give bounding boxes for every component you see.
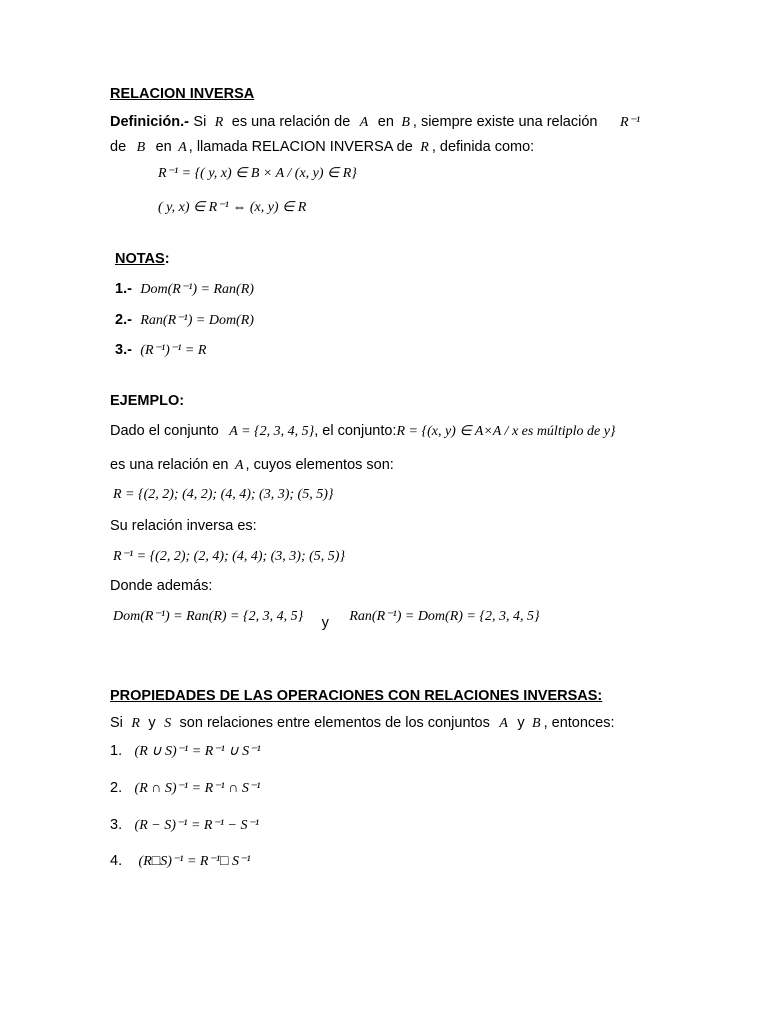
var-b: B (401, 115, 410, 130)
var-r-inverse: R⁻¹ (619, 115, 641, 130)
page-title: RELACION INVERSA (110, 86, 255, 102)
inverse-intro: Su relación inversa es: (110, 518, 257, 534)
notes-heading-colon: : (164, 251, 170, 267)
var-a: A (178, 140, 187, 155)
text: son relaciones entre elementos de los conjuntos (179, 715, 490, 731)
text: Si (110, 715, 123, 731)
definition-label: Definición.- (110, 114, 189, 130)
property-number: 1. (110, 743, 123, 759)
definition-line-2 (110, 138, 534, 156)
property-formula: (R□S)⁻¹ = R⁻¹□ S⁻¹ (138, 854, 251, 869)
properties-heading: PROPIEDADES DE LAS OPERACIONES CON RELACIONES INVERSAS: (110, 688, 603, 704)
text: Dado el conjunto (110, 423, 219, 439)
text: en (377, 114, 394, 130)
var-b: B (136, 140, 146, 155)
var-a: A (234, 458, 244, 473)
conjunction: y (321, 615, 329, 631)
property-1 (110, 742, 261, 760)
var-s: S (164, 716, 172, 731)
text: es una relación en (110, 457, 229, 473)
set-r-definition: R = {(x, y) ∈ A×A / x es múltiplo de y} (396, 424, 616, 439)
text: de (110, 139, 127, 155)
text: , siempre existe una relación (412, 114, 598, 130)
set-a: A = {2, 3, 4, 5} (229, 424, 315, 439)
property-number: 2. (110, 780, 123, 796)
text: es una relación de (231, 114, 351, 130)
r-inverse-elements: R⁻¹ = {(2, 2); (2, 4); (4, 4); (3, 3); (5, 5)} (113, 549, 346, 564)
notes-heading (115, 251, 170, 267)
notes-heading-text: NOTAS (115, 251, 165, 267)
var-a: A (359, 115, 369, 130)
note-number: 1.- (115, 281, 132, 297)
definition-line-1 (110, 113, 640, 131)
text: y (517, 715, 525, 731)
property-formula: (R − S)⁻¹ = R⁻¹ − S⁻¹ (134, 818, 260, 833)
property-number: 4. (110, 853, 123, 869)
text: y (148, 715, 156, 731)
ran-formula: Ran(R⁻¹) = Dom(R) = {2, 3, 4, 5} (349, 609, 540, 624)
note-1 (115, 280, 254, 298)
var-r: R (214, 115, 224, 130)
property-4 (110, 852, 251, 870)
example-line-1 (110, 422, 616, 440)
var-a: A (499, 716, 508, 731)
text: , entonces: (543, 715, 615, 731)
r-elements: R = {(2, 2); (4, 2); (4, 4); (3, 3); (5, 5)} (113, 487, 334, 502)
note-number: 3.- (115, 342, 132, 358)
property-2 (110, 779, 260, 797)
definition-formula-1: R⁻¹ = {( y, x) ∈ B × A / (x, y) ∈ R} (158, 166, 357, 181)
definition-formula-2: ( y, x) ∈ R⁻¹ ⇔ (x, y) ∈ R (158, 200, 307, 215)
note-number: 2.- (115, 312, 132, 328)
property-3 (110, 816, 259, 834)
var-b: B (532, 716, 541, 731)
note-formula: Dom(R⁻¹) = Ran(R) (140, 282, 254, 297)
also-text: Donde además: (110, 578, 213, 594)
property-formula: (R ∪ S)⁻¹ = R⁻¹ ∪ S⁻¹ (134, 744, 261, 759)
text: , cuyos elementos son: (245, 457, 394, 473)
text: , llamada RELACION INVERSA de (188, 139, 413, 155)
note-3 (115, 341, 206, 359)
dom-ran-line (113, 607, 540, 631)
example-line-2 (110, 456, 394, 474)
note-formula: Ran(R⁻¹) = Dom(R) (140, 313, 254, 328)
properties-intro (110, 714, 615, 732)
text: en (155, 139, 172, 155)
dom-formula: Dom(R⁻¹) = Ran(R) = {2, 3, 4, 5} (113, 609, 304, 624)
text: , el conjunto: (314, 423, 397, 439)
text: , definida como: (431, 139, 535, 155)
note-2 (115, 311, 254, 329)
note-formula: (R⁻¹)⁻¹ = R (140, 343, 207, 358)
text: Si (193, 114, 207, 130)
property-formula: (R ∩ S)⁻¹ = R⁻¹ ∩ S⁻¹ (134, 781, 261, 796)
example-heading: EJEMPLO: (110, 393, 185, 409)
property-number: 3. (110, 817, 123, 833)
var-r: R (131, 716, 140, 731)
var-r: R (420, 140, 429, 155)
